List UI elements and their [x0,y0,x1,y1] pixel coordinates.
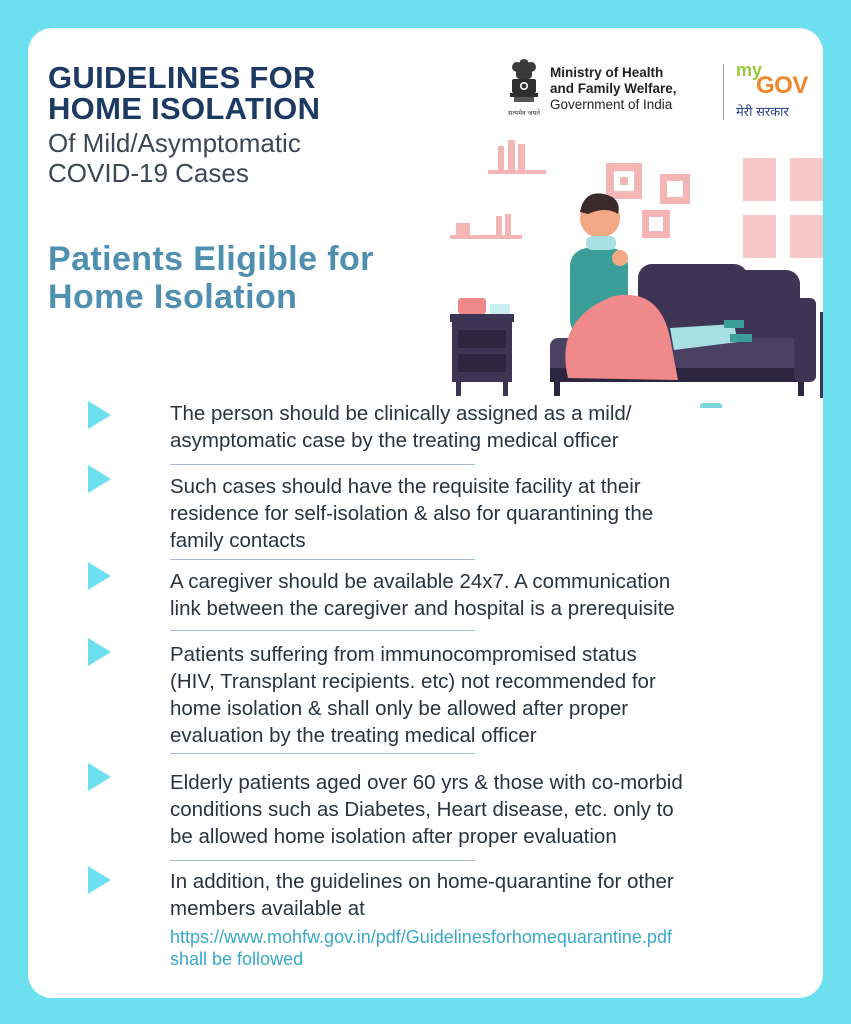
criteria-text: Patients suffering from immunocompromised status (HIV, Transplant recipients. etc) not recommended for home isolation & shall only be allowed after proper evaluation by the treating medical officer [170,643,656,747]
criteria-text: A caregiver should be available 24x7. A communication link between the caregiver and hospital is a prerequisite [170,570,675,620]
section-heading [48,240,468,316]
criteria-text: The person should be clinically assigned as a mild/ asymptomatic case by the treating medical officer [170,402,632,452]
patient-on-sofa-illustration [438,128,823,408]
ministry-logo [502,59,717,121]
criteria-text: Elderly patients aged over 60 yrs & those with co-morbid conditions such as Diabetes, Heart disease, etc. only to be allowed home isolation after proper evaluation [170,771,683,848]
criteria-text: In addition, the guidelines on home-quarantine for other members available at [170,870,674,920]
side-table-illustration [450,298,514,396]
mygov-my: my [736,60,763,80]
wall-frames-illustration [606,158,823,258]
criteria-text: Such cases should have the requisite facility at their residence for self-isolation & also for quarantining the family contacts [170,475,654,552]
item-divider [170,753,475,754]
quarantine-guidelines-link[interactable]: https://www.mohfw.gov.in/pdf/Guidelinesforhomequarantine.pdf [170,927,672,947]
title-line-2: HOME ISOLATION [48,91,321,126]
arrow-bullet-icon [88,562,111,590]
arrow-bullet-icon [88,763,111,791]
logo-divider [723,64,724,120]
ministry-line-2: and Family Welfare, [550,81,677,96]
subtitle-line-1: Of Mild/Asymptomatic [48,128,301,158]
national-emblem-icon [502,59,546,121]
title-line-1: GUIDELINES FOR [48,60,316,95]
subtitle-line-2: COVID-19 Cases [48,158,249,188]
arrow-bullet-icon [88,401,111,429]
guidelines-card [28,28,823,998]
item-divider [170,464,475,465]
item-divider [170,630,475,631]
ministry-line-1: Ministry of Health [550,65,664,80]
page-subtitle [48,128,468,188]
wall-shelf-illustration [450,140,546,239]
emblem-motto: सत्यमेव जयते [508,109,540,117]
link-suffix: shall be followed [170,949,304,969]
arrow-bullet-icon [88,866,111,894]
arrow-bullet-icon [88,465,111,493]
section-line-1: Patients Eligible for [48,240,374,278]
ministry-name [550,65,677,113]
guidelines-link-block [170,926,820,970]
section-line-2: Home Isolation [48,278,298,316]
item-divider [170,559,475,560]
mygov-logo [732,58,812,124]
mygov-tagline: मेरी सरकार [736,104,789,119]
mygov-gov: GOV [756,72,808,99]
page-title [48,62,468,124]
item-divider [170,860,475,861]
arrow-bullet-icon [88,638,111,666]
ministry-line-3: Government of India [550,97,673,112]
